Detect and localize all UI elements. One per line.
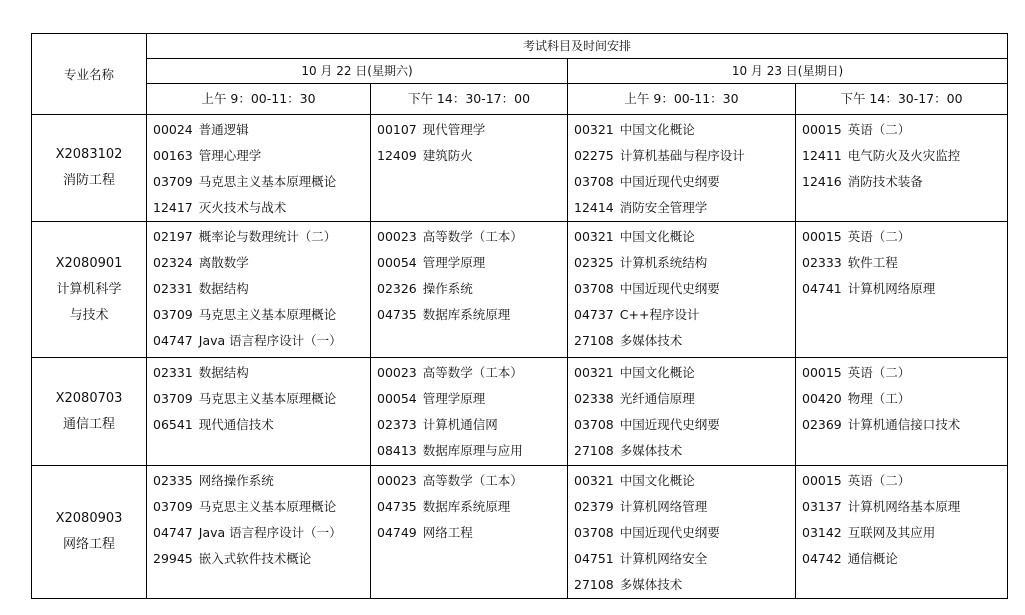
course-name: 中国近现代史纲要: [619, 525, 720, 540]
course-name: 计算机网络管理: [619, 499, 708, 514]
course-code: 04735: [377, 307, 417, 322]
course-code: 04735: [377, 499, 417, 514]
course-code: 12417: [153, 200, 193, 215]
course-code: 00015: [802, 229, 842, 244]
course-code: 03142: [802, 525, 842, 540]
major-row: [32, 466, 1008, 599]
course-name: 高等数学（工本）: [422, 473, 523, 488]
course-list: [371, 466, 567, 546]
course-code: 03709: [153, 499, 193, 514]
course-name: 计算机通信接口技术: [847, 417, 961, 432]
schedule-body: [32, 115, 1008, 599]
course-item: [574, 468, 795, 494]
course-code: 04749: [377, 525, 417, 540]
schedule-cell: [568, 466, 796, 599]
course-item: [802, 224, 1007, 250]
course-item: [377, 117, 567, 143]
course-item: [574, 276, 795, 302]
course-name: 计算机通信网: [422, 417, 498, 432]
course-item: [574, 572, 795, 598]
course-item: [377, 520, 567, 546]
course-list: [568, 358, 795, 464]
schedule-cell: [147, 115, 371, 222]
course-code: 00321: [574, 229, 614, 244]
course-code: 03708: [574, 174, 614, 189]
course-item: [574, 328, 795, 354]
course-item: [802, 520, 1007, 546]
course-item: [377, 386, 567, 412]
time-slot-header: 上午 9：00-11：30: [568, 84, 796, 115]
course-name: 管理学原理: [422, 255, 486, 270]
course-item: [153, 386, 370, 412]
course-code: 00015: [802, 473, 842, 488]
course-name: 多媒体技术: [619, 443, 683, 458]
course-list: [568, 222, 795, 354]
course-name: 消防技术装备: [847, 174, 923, 189]
major-name: 计算机科学: [56, 281, 122, 297]
course-code: 02326: [377, 281, 417, 296]
course-item: [802, 276, 1007, 302]
course-code: 03708: [574, 281, 614, 296]
major-name: 通信工程: [62, 416, 115, 432]
course-code: 02338: [574, 391, 614, 406]
course-name: 数据库系统原理: [422, 307, 511, 322]
schedule-cell: [147, 466, 371, 599]
course-name: 中国近现代史纲要: [619, 417, 720, 432]
course-name: 数据结构: [198, 365, 249, 380]
course-name: 现代通信技术: [198, 417, 274, 432]
course-list: [371, 358, 567, 464]
time-slot-header: 上午 9：00-11：30: [147, 84, 371, 115]
course-item: [574, 520, 795, 546]
course-item: [802, 143, 1007, 169]
course-code: 02331: [153, 365, 193, 380]
course-item: [153, 117, 370, 143]
course-code: 02333: [802, 255, 842, 270]
course-code: 00024: [153, 122, 193, 137]
course-item: [377, 276, 567, 302]
schedule-cell: [796, 358, 1008, 466]
schedule-cell: [568, 358, 796, 466]
time-slot-header: 下午 14：30-17：00: [796, 84, 1008, 115]
course-name: 中国文化概论: [619, 473, 695, 488]
course-name: 计算机网络基本原理: [847, 499, 961, 514]
schedule-cell: [796, 222, 1008, 358]
course-name: C++程序设计: [619, 307, 700, 322]
course-item: [377, 438, 567, 464]
course-item: [574, 117, 795, 143]
course-list: [147, 115, 370, 221]
course-name: 多媒体技术: [619, 333, 683, 348]
course-name: 英语（二）: [847, 365, 911, 380]
course-item: [153, 302, 370, 328]
course-list: [796, 115, 1007, 195]
major-cell: [32, 358, 147, 466]
course-code: 12411: [802, 148, 842, 163]
course-name: 软件工程: [847, 255, 898, 270]
course-name: 计算机系统结构: [619, 255, 708, 270]
course-code: 00023: [377, 365, 417, 380]
course-name: 网络操作系统: [198, 473, 274, 488]
course-list: [796, 222, 1007, 302]
course-item: [377, 412, 567, 438]
schedule-cell: [371, 115, 568, 222]
course-item: [153, 328, 370, 354]
course-item: [802, 412, 1007, 438]
course-code: 00107: [377, 122, 417, 137]
course-code: 00420: [802, 391, 842, 406]
course-item: [153, 250, 370, 276]
course-code: 00023: [377, 229, 417, 244]
course-name: 计算机网络原理: [847, 281, 936, 296]
course-code: 00054: [377, 255, 417, 270]
course-item: [153, 276, 370, 302]
major-row: [32, 358, 1008, 466]
course-name: 中国近现代史纲要: [619, 281, 720, 296]
course-item: [574, 302, 795, 328]
course-list: [568, 466, 795, 598]
course-name: 物理（工）: [847, 391, 911, 406]
course-name: 数据库原理与应用: [422, 443, 523, 458]
course-item: [802, 468, 1007, 494]
course-list: [147, 358, 370, 438]
course-name: 马克思主义基本原理概论: [198, 499, 337, 514]
course-name: 灭火技术与战术: [198, 200, 287, 215]
course-code: 02197: [153, 229, 193, 244]
course-item: [377, 224, 567, 250]
course-name: 管理心理学: [198, 148, 262, 163]
course-name: 现代管理学: [422, 122, 486, 137]
course-code: 02373: [377, 417, 417, 432]
course-list: [147, 222, 370, 354]
course-code: 03708: [574, 417, 614, 432]
course-item: [153, 520, 370, 546]
course-code: 27108: [574, 443, 614, 458]
course-name: 计算机基础与程序设计: [619, 148, 745, 163]
course-item: [153, 468, 370, 494]
course-code: 02331: [153, 281, 193, 296]
course-name: 高等数学（工本）: [422, 365, 523, 380]
course-item: [377, 360, 567, 386]
course-item: [574, 494, 795, 520]
course-item: [574, 224, 795, 250]
course-name: 嵌入式软件技术概论: [198, 551, 312, 566]
major-cell: [32, 222, 147, 358]
course-name: 中国文化概论: [619, 229, 695, 244]
course-code: 27108: [574, 333, 614, 348]
course-item: [574, 438, 795, 464]
course-item: [153, 412, 370, 438]
exam-schedule-header: 考试科目及时间安排: [147, 34, 1008, 59]
course-name: 管理学原理: [422, 391, 486, 406]
course-code: 06541: [153, 417, 193, 432]
course-code: 00054: [377, 391, 417, 406]
course-code: 03709: [153, 174, 193, 189]
course-code: 12409: [377, 148, 417, 163]
course-code: 00015: [802, 365, 842, 380]
course-item: [377, 250, 567, 276]
course-item: [153, 224, 370, 250]
major-name: 网络工程: [62, 537, 115, 552]
course-item: [574, 143, 795, 169]
schedule-cell: [796, 466, 1008, 599]
course-item: [153, 360, 370, 386]
course-code: 02369: [802, 417, 842, 432]
course-item: [802, 494, 1007, 520]
course-item: [153, 169, 370, 195]
schedule-cell: [371, 466, 568, 599]
course-name: 马克思主义基本原理概论: [198, 174, 337, 189]
course-name: 普通逻辑: [198, 122, 249, 137]
major-code: X2080901: [55, 255, 123, 271]
schedule-cell: [371, 358, 568, 466]
course-item: [574, 195, 795, 221]
course-code: 03709: [153, 307, 193, 322]
course-item: [377, 494, 567, 520]
course-code: 03137: [802, 499, 842, 514]
course-code: 00015: [802, 122, 842, 137]
schedule-cell: [147, 358, 371, 466]
course-item: [802, 250, 1007, 276]
day-header: 10 月 22 日(星期六): [147, 59, 568, 84]
course-item: [377, 143, 567, 169]
major-row: [32, 222, 1008, 358]
course-list: [796, 358, 1007, 438]
course-name: Java 语言程序设计（一）: [198, 525, 342, 540]
course-code: 03708: [574, 525, 614, 540]
major-name-header: 专业名称: [32, 34, 147, 115]
course-code: 04751: [574, 551, 614, 566]
course-code: 00023: [377, 473, 417, 488]
course-name: 通信概论: [847, 551, 898, 566]
course-item: [802, 360, 1007, 386]
course-name: 马克思主义基本原理概论: [198, 391, 337, 406]
course-code: 02324: [153, 255, 193, 270]
schedule-cell: [568, 222, 796, 358]
course-name: 电气防火及火灾监控: [847, 148, 961, 163]
major-cell: [32, 115, 147, 222]
course-name: 数据结构: [198, 281, 249, 296]
course-name: 建筑防火: [422, 148, 473, 163]
course-name: 数据库系统原理: [422, 499, 511, 514]
course-code: 12414: [574, 200, 614, 215]
major-name: 与技术: [69, 307, 109, 323]
course-item: [574, 169, 795, 195]
course-code: 08413: [377, 443, 417, 458]
course-item: [574, 360, 795, 386]
course-name: Java 语言程序设计（一）: [198, 333, 342, 348]
course-name: 光纤通信原理: [619, 391, 695, 406]
time-slot-header: 下午 14：30-17：00: [371, 84, 568, 115]
course-list: [568, 115, 795, 221]
course-name: 计算机网络安全: [619, 551, 708, 566]
course-code: 04737: [574, 307, 614, 322]
course-name: 英语（二）: [847, 473, 911, 488]
course-item: [574, 250, 795, 276]
exam-schedule-container: [31, 33, 1008, 599]
schedule-cell: [147, 222, 371, 358]
major-cell: [32, 466, 147, 599]
course-name: 离散数学: [198, 255, 249, 270]
course-item: [574, 386, 795, 412]
exam-schedule-table: [31, 33, 1008, 599]
schedule-cell: [371, 222, 568, 358]
course-code: 12416: [802, 174, 842, 189]
course-item: [802, 169, 1007, 195]
course-item: [574, 546, 795, 572]
major-code: X2080703: [55, 390, 123, 406]
course-list: [371, 115, 567, 169]
major-code: X2083102: [55, 147, 123, 162]
course-item: [153, 494, 370, 520]
course-name: 网络工程: [422, 525, 473, 540]
course-item: [153, 195, 370, 221]
course-code: 02335: [153, 473, 193, 488]
course-item: [802, 117, 1007, 143]
course-name: 中国近现代史纲要: [619, 174, 720, 189]
course-item: [574, 412, 795, 438]
course-item: [153, 546, 370, 572]
course-name: 中国文化概论: [619, 122, 695, 137]
course-name: 消防安全管理学: [619, 200, 708, 215]
day-header: 10 月 23 日(星期日): [568, 59, 1008, 84]
major-row: [32, 115, 1008, 222]
course-list: [147, 466, 370, 572]
course-code: 29945: [153, 551, 193, 566]
course-name: 操作系统: [422, 281, 473, 296]
course-name: 概率论与数理统计（二）: [198, 229, 337, 244]
course-code: 04747: [153, 333, 193, 348]
course-code: 04747: [153, 525, 193, 540]
course-code: 00163: [153, 148, 193, 163]
major-name: 消防工程: [62, 173, 115, 188]
schedule-cell: [568, 115, 796, 222]
course-name: 马克思主义基本原理概论: [198, 307, 337, 322]
course-code: 02379: [574, 499, 614, 514]
course-item: [802, 386, 1007, 412]
course-name: 多媒体技术: [619, 577, 683, 592]
major-code: X2080903: [55, 511, 123, 526]
course-code: 00321: [574, 365, 614, 380]
schedule-cell: [796, 115, 1008, 222]
course-list: [796, 466, 1007, 572]
course-name: 高等数学（工本）: [422, 229, 523, 244]
course-code: 00321: [574, 473, 614, 488]
course-item: [153, 143, 370, 169]
course-code: 27108: [574, 577, 614, 592]
course-list: [371, 222, 567, 328]
course-code: 03709: [153, 391, 193, 406]
course-name: 中国文化概论: [619, 365, 695, 380]
course-item: [377, 468, 567, 494]
course-name: 互联网及其应用: [847, 525, 936, 540]
course-code: 00321: [574, 122, 614, 137]
course-name: 英语（二）: [847, 229, 911, 244]
course-item: [377, 302, 567, 328]
course-code: 04741: [802, 281, 842, 296]
course-code: 02325: [574, 255, 614, 270]
course-code: 04742: [802, 551, 842, 566]
course-code: 02275: [574, 148, 614, 163]
course-item: [802, 546, 1007, 572]
course-name: 英语（二）: [847, 122, 911, 137]
